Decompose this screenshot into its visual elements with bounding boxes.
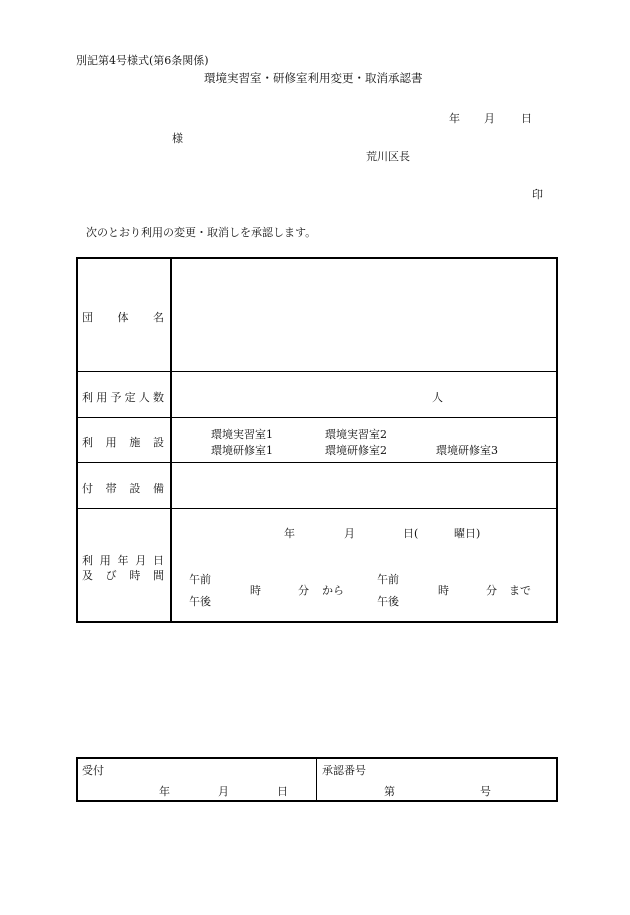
date-month-label: 月 bbox=[484, 112, 495, 125]
end-hour-label: 時 bbox=[438, 584, 449, 597]
end-minute-label: 分 bbox=[486, 584, 497, 597]
use-date-day: 日( bbox=[403, 527, 419, 540]
approval-dai: 第 bbox=[384, 785, 395, 798]
datetime-label-line1: 利 用 年 月 日 bbox=[82, 554, 164, 567]
facility-option-training3[interactable]: 環境研修室3 bbox=[436, 444, 498, 457]
form-number: 別記第4号様式(第6条関係) bbox=[76, 54, 209, 67]
facility-option-training1[interactable]: 環境研修室1 bbox=[211, 444, 273, 457]
receipt-day: 日 bbox=[277, 785, 288, 798]
use-date-weekday: 曜日) bbox=[454, 527, 481, 540]
equipment-field[interactable] bbox=[173, 465, 553, 507]
start-hour-label: 時 bbox=[250, 584, 261, 597]
use-date-month: 月 bbox=[344, 527, 355, 540]
group-name-label: 団 体 名 bbox=[82, 311, 164, 324]
use-date-year: 年 bbox=[284, 527, 295, 540]
issuer-name: 荒川区長 bbox=[366, 150, 410, 163]
approval-go: 号 bbox=[480, 785, 491, 798]
receipt-label: 受付 bbox=[82, 764, 104, 777]
receipt-month: 月 bbox=[218, 785, 229, 798]
from-label: から bbox=[322, 584, 344, 597]
until-label: まで bbox=[509, 584, 531, 597]
facility-option-room1[interactable]: 環境実習室1 bbox=[211, 428, 273, 441]
expected-users-unit: 人 bbox=[432, 391, 443, 404]
date-year-label: 年 bbox=[449, 112, 460, 125]
facility-option-training2[interactable]: 環境研修室2 bbox=[325, 444, 387, 457]
receipt-year: 年 bbox=[159, 785, 170, 798]
approval-number-label: 承認番号 bbox=[322, 764, 366, 777]
intro-text: 次のとおり利用の変更・取消しを承認します。 bbox=[86, 226, 317, 239]
addressee-honorific: 様 bbox=[172, 132, 183, 145]
facility-label: 利 用 施 設 bbox=[82, 436, 164, 449]
end-am-option[interactable]: 午前 bbox=[377, 573, 399, 586]
date-day-label: 日 bbox=[521, 112, 532, 125]
expected-users-label: 利 用 予 定 人 数 bbox=[82, 391, 164, 404]
document-title: 環境実習室・研修室利用変更・取消承認書 bbox=[204, 71, 423, 85]
facility-option-room2[interactable]: 環境実習室2 bbox=[325, 428, 387, 441]
equipment-label: 付 帯 設 備 bbox=[82, 482, 164, 495]
end-pm-option[interactable]: 午後 bbox=[377, 595, 399, 608]
datetime-label-line2: 及 び 時 間 bbox=[82, 569, 164, 582]
group-name-field[interactable] bbox=[173, 260, 553, 370]
seal-mark: 印 bbox=[532, 188, 543, 201]
start-minute-label: 分 bbox=[298, 584, 309, 597]
start-am-option[interactable]: 午前 bbox=[189, 573, 211, 586]
start-pm-option[interactable]: 午後 bbox=[189, 595, 211, 608]
